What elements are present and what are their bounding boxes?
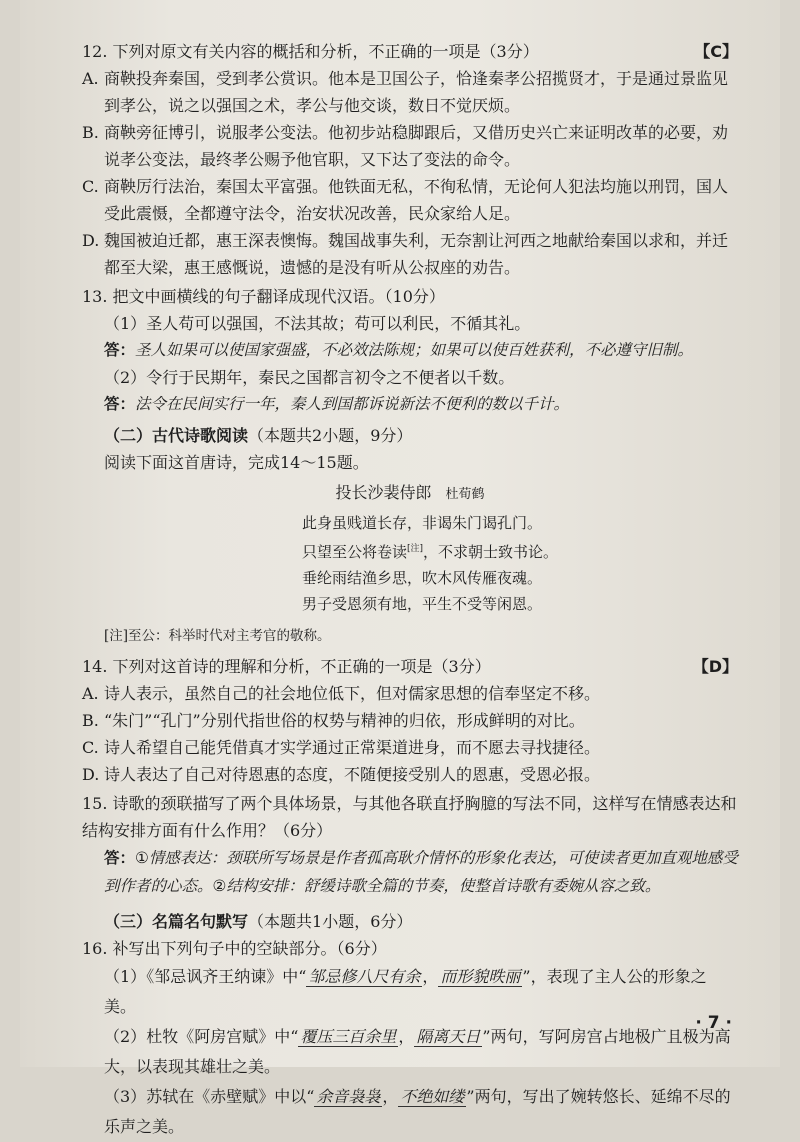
question-12-option-b bbox=[82, 119, 738, 173]
question-16-item-1 bbox=[82, 962, 738, 1022]
poem-line-2-end: ，不求朝士致书论。 bbox=[423, 543, 559, 561]
poem-line-1: 此身虽贱道长存，非谒朱门谒孔门。 bbox=[302, 514, 543, 532]
question-13-answer-2 bbox=[82, 391, 738, 418]
item-before: 苏轼在《赤壁赋》中以“ bbox=[146, 1087, 315, 1106]
question-12-answer: 【C】 bbox=[694, 42, 738, 61]
poem-author: 杜荀鹤 bbox=[445, 487, 485, 502]
document-page bbox=[20, 0, 780, 1136]
option-label: A. bbox=[82, 69, 99, 88]
option-label: C. bbox=[82, 177, 99, 196]
answer-label: 答： bbox=[104, 395, 136, 413]
question-13-answer-1 bbox=[82, 337, 738, 364]
item-label: （1） bbox=[104, 314, 147, 333]
item-mid: ， bbox=[382, 1087, 399, 1106]
question-16 bbox=[82, 935, 738, 1142]
answer-text: 法令在民间实行一年，秦人到国都诉说新法不便利的数以千计。 bbox=[135, 395, 570, 413]
page-number: · 7 · bbox=[695, 1013, 732, 1033]
question-16-stem: 16. 补写出下列句子中的空缺部分。（6分） bbox=[82, 939, 387, 958]
option-label: C. bbox=[82, 738, 99, 757]
question-16-item-2 bbox=[82, 1022, 738, 1082]
option-text: 诗人表示，虽然自己的社会地位低下，但对儒家思想的信奉坚定不移。 bbox=[104, 684, 601, 703]
fill-answer-1: 余音袅袅 bbox=[316, 1087, 381, 1106]
item-after: ”，表现了主人公的形象之美。 bbox=[104, 967, 707, 1016]
option-text: 诗人希望自己能凭借真才实学通过正常渠道进身，而不愿去寻找捷径。 bbox=[104, 738, 601, 757]
fill-answer-2: 不绝如缕 bbox=[400, 1087, 465, 1106]
section-2-desc: （本题共2小题，9分） bbox=[248, 426, 413, 445]
option-label: D. bbox=[82, 231, 100, 250]
question-14-option-a bbox=[82, 680, 738, 707]
fill-answer-1: 邹忌修八尺有余 bbox=[308, 967, 421, 986]
option-label: D. bbox=[82, 765, 100, 784]
question-13-item-1 bbox=[82, 310, 738, 337]
section-3-title: （三）名篇名句默写 bbox=[104, 912, 249, 931]
answer-label: 答： bbox=[104, 849, 136, 867]
item-text: 令行于民期年，秦民之国都言初令之不便者以千数。 bbox=[146, 368, 515, 387]
section-2-title: （二）古代诗歌阅读 bbox=[104, 426, 249, 445]
question-15-stem: 15. 诗歌的颈联描写了两个具体场景，与其他各联直抒胸臆的写法不同，这样写在情感表达和结构安排方面有什么作用？（6分） bbox=[82, 794, 737, 840]
section-3-heading bbox=[104, 908, 738, 935]
question-12 bbox=[82, 38, 738, 281]
section-3-desc: （本题共1小题，6分） bbox=[248, 912, 413, 931]
option-label: B. bbox=[82, 123, 99, 142]
question-14-option-c bbox=[82, 734, 738, 761]
question-14-option-b bbox=[82, 707, 738, 734]
poem-note: [注]至公：科举时代对主考官的敬称。 bbox=[104, 628, 331, 644]
item-label: （3） bbox=[104, 1087, 147, 1106]
section-2-heading bbox=[104, 422, 738, 449]
question-12-option-a bbox=[82, 65, 738, 119]
question-16-item-3 bbox=[82, 1082, 738, 1142]
poem-line-3: 垂纶雨结渔乡思，吹木风传雁夜魂。 bbox=[302, 569, 543, 587]
fill-answer-1: 覆压三百余里 bbox=[300, 1027, 397, 1046]
fill-answer-2: 而形貌昳丽 bbox=[440, 967, 521, 986]
item-text: 圣人苟可以强国，不法其故；苟可以利民，不循其礼。 bbox=[146, 314, 531, 333]
question-12-option-c bbox=[82, 173, 738, 227]
question-12-option-d bbox=[82, 227, 738, 281]
item-before: 杜牧《阿房宫赋》中“ bbox=[146, 1027, 299, 1046]
item-after: ”两句，写阿房宫占地极广且极为高大，以表现其雄壮之美。 bbox=[104, 1027, 731, 1076]
option-text: “朱门”“孔门”分别代指世俗的权势与精神的归依，形成鲜明的对比。 bbox=[104, 711, 585, 730]
option-text: 商鞅投奔秦国，受到孝公赏识。他本是卫国公子，恰逢秦孝公招揽贤才，于是通过景监见到孝公，说之以强国之术，孝公与他交谈，数日不觉厌烦。 bbox=[104, 69, 729, 115]
question-14-stem: 14. 下列对这首诗的理解和分析，不正确的一项是（3分） bbox=[82, 657, 491, 676]
item-mid: ， bbox=[398, 1027, 415, 1046]
option-text: 商鞅厉行法治，秦国太平富强。他铁面无私，不徇私情，无论何人犯法均施以刑罚，国人受此震慑，全都遵守法令，治安状况改善，民众家给人足。 bbox=[104, 177, 729, 223]
item-label: （2） bbox=[104, 368, 147, 387]
question-13 bbox=[82, 283, 738, 418]
answer-label: 答： bbox=[104, 341, 136, 359]
question-12-stem: 12. 下列对原文有关内容的概括和分析，不正确的一项是（3分） bbox=[82, 42, 539, 61]
option-text: 魏国被迫迁都，惠王深表懊悔。魏国战事失利，无奈割让河西之地献给秦国以求和，并迁都至大梁，惠王感慨说，遗憾的是没有听从公叔座的劝告。 bbox=[104, 231, 729, 277]
option-text: 诗人表达了自己对待恩惠的态度，不随便接受别人的恩惠，受恩必报。 bbox=[104, 765, 601, 784]
question-15 bbox=[82, 790, 738, 900]
item-after: ”两句，写出了婉转悠长、延绵不尽的乐声之美。 bbox=[104, 1087, 731, 1136]
question-14 bbox=[82, 653, 738, 788]
poem-heading bbox=[82, 480, 738, 508]
fill-answer-2: 隔离天日 bbox=[416, 1027, 481, 1046]
question-14-option-d bbox=[82, 761, 738, 788]
question-13-stem: 13. 把文中画横线的句子翻译成现代汉语。（10分） bbox=[82, 287, 445, 306]
answer-text: 圣人如果可以使国家强盛，不必效法陈规；如果可以使百姓获利，不必遵守旧制。 bbox=[135, 341, 694, 359]
poem-line-4: 男子受恩须有地，平生不受等闲恩。 bbox=[302, 595, 543, 613]
poem-line-2-start: 只望至公将卷读 bbox=[302, 543, 408, 561]
poem-title: 投长沙裴侍郎 bbox=[335, 483, 432, 502]
question-13-item-2 bbox=[82, 364, 738, 391]
question-15-answer bbox=[82, 844, 738, 900]
section-2-intro: 阅读下面这首唐诗，完成14～15题。 bbox=[104, 453, 369, 472]
option-label: B. bbox=[82, 711, 99, 730]
poem bbox=[82, 480, 738, 617]
item-before: 《邹忌讽齐王纳谏》中“ bbox=[146, 967, 307, 986]
poem-note-mark: [注] bbox=[407, 544, 424, 554]
answer-text: ①情感表达：颈联所写场景是作者孤高耿介情怀的形象化表达，可使读者更加直观地感受到作者的心态。②结构安排：舒缓诗歌全篇的节奏，使整首诗歌有委婉从容之致。 bbox=[104, 849, 738, 895]
item-label: （2） bbox=[104, 1027, 147, 1046]
question-14-answer: 【D】 bbox=[692, 657, 738, 676]
item-mid: ， bbox=[422, 967, 439, 986]
option-label: A. bbox=[82, 684, 99, 703]
poem-line-2 bbox=[302, 536, 738, 565]
item-label: （1） bbox=[104, 967, 147, 986]
option-text: 商鞅旁征博引，说服孝公变法。他初步站稳脚跟后，又借历史兴亡来证明改革的必要，劝说孝公变法，最终孝公赐予他官职，又下达了变法的命令。 bbox=[104, 123, 729, 169]
